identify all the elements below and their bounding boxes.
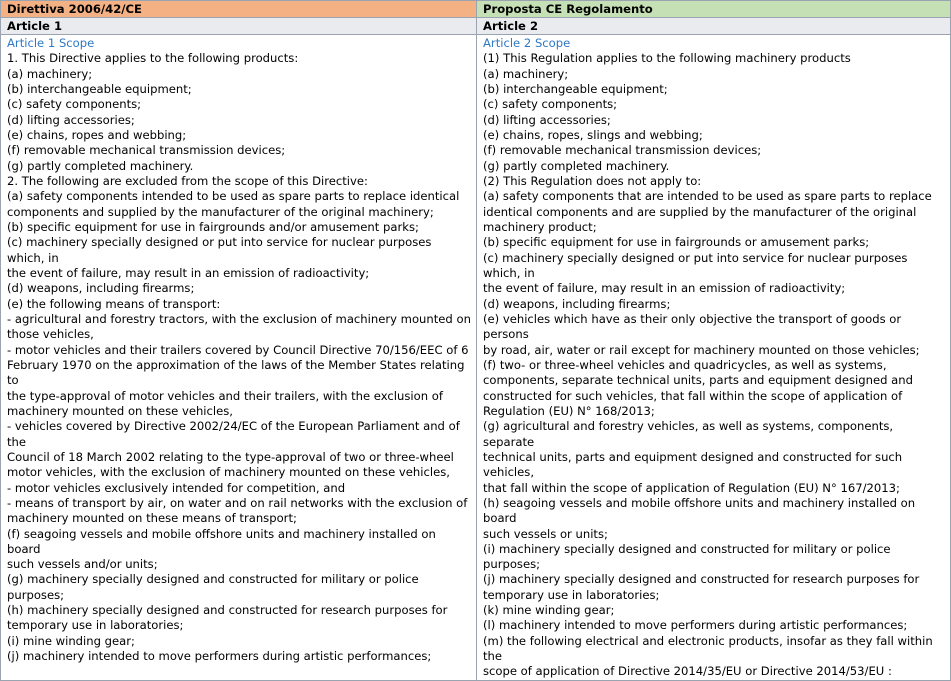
text-line: (g) machinery specially designed and constructed for military or police purposes; <box>7 572 419 602</box>
left-scope-heading: Article 1 Scope <box>7 36 95 50</box>
text-line: machinery mounted on these vehicles, <box>7 403 233 418</box>
text-line: (d) weapons, including firearms; <box>483 296 671 311</box>
left-article-title: Article 1 <box>1 18 477 35</box>
text-line: machinery product; <box>483 219 597 234</box>
text-line: - means of transport by air, on water and on rail networks with the exclusion of <box>7 495 468 510</box>
text-line: components, separate technical units, parts and equipment designed and <box>483 373 913 388</box>
text-line: (d) lifting accessories; <box>483 112 611 127</box>
text-line: (f) removable mechanical transmission devices; <box>483 143 762 158</box>
text-line: (e) vehicles which have as their only objective the transport of goods or persons <box>483 311 902 342</box>
text-line: (c) machinery specially designed or put into service for nuclear purposes which, in <box>7 235 432 265</box>
text-line: (h) seagoing vessels and mobile offshore units and machinery installed on board <box>483 495 916 526</box>
text-line: such vessels and/or units; <box>7 557 158 572</box>
text-line: those vehicles, <box>7 327 94 342</box>
text-line: (b) interchangeable equipment; <box>7 81 192 96</box>
text-line: (c) safety components; <box>7 97 142 112</box>
text-line: 2. The following are excluded from the scope of this Directive: <box>7 173 368 188</box>
text-line: scope of application of Directive 2014/35/EU or Directive 2014/53/EU : <box>483 664 892 679</box>
text-line: (h) machinery specially designed and constructed for research purposes for <box>7 603 448 618</box>
text-line: - agricultural and forestry tractors, with the exclusion of machinery mounted on <box>7 311 471 326</box>
text-line: the type-approval of motor vehicles and their trailers, with the exclusion of <box>7 388 443 403</box>
text-line: (d) lifting accessories; <box>7 112 135 127</box>
text-line: (m) the following electrical and electronic products, insofar as they fall within the <box>483 633 933 664</box>
text-line: (a) safety components that are intended to be used as spare parts to replace <box>483 189 932 204</box>
text-line: (e) chains, ropes, slings and webbing; <box>483 127 703 142</box>
right-column-header: Proposta CE Regolamento <box>477 1 951 18</box>
text-line: such vessels or units; <box>483 526 608 541</box>
text-line: temporary use in laboratories; <box>7 618 184 633</box>
text-line: motor vehicles, with the exclusion of machinery mounted on these vehicles, <box>7 465 450 480</box>
text-line: (k) mine winding gear; <box>483 603 615 618</box>
text-line: (d) weapons, including firearms; <box>7 281 195 296</box>
text-line: (f) two- or three-wheel vehicles and quadricycles, as well as systems, <box>483 357 887 372</box>
text-line: identical components and are supplied by the manufacturer of the original <box>483 204 917 219</box>
right-article-title: Article 2 <box>477 18 951 35</box>
text-line: (j) machinery intended to move performers during artistic performances; <box>7 649 432 664</box>
text-line: Council of 18 March 2002 relating to the type-approval of two or three-wheel <box>7 449 454 464</box>
text-line: (b) interchangeable equipment; <box>483 81 668 96</box>
text-line: (1) This Regulation applies to the following machinery products <box>483 51 851 66</box>
text-line: (j) machinery specially designed and constructed for research purposes for <box>483 572 920 587</box>
text-line: (g) partly completed machinery. <box>7 158 194 173</box>
text-line: (i) machinery specially designed and constructed for military or police purposes; <box>483 541 891 572</box>
right-lines <box>483 51 946 679</box>
text-line: (i) mine winding gear; <box>7 633 135 648</box>
text-line: temporary use in laboratories; <box>483 587 660 602</box>
text-line: (e) chains, ropes and webbing; <box>7 127 187 142</box>
text-line: (b) specific equipment for use in fairgrounds or amusement parks; <box>483 235 870 250</box>
text-line: (2) This Regulation does not apply to: <box>483 173 702 188</box>
text-line: (a) machinery; <box>483 66 569 81</box>
text-line: (g) partly completed machinery. <box>483 158 670 173</box>
text-line: (c) safety components; <box>483 97 618 112</box>
right-article-body <box>477 35 951 681</box>
text-line: that fall within the scope of application of Regulation (EU) N° 167/2013; <box>483 480 900 495</box>
left-column-header: Direttiva 2006/42/CE <box>1 1 477 18</box>
right-scope-heading: Article 2 Scope <box>483 36 571 50</box>
text-line: the event of failure, may result in an emission of radioactivity; <box>7 265 370 280</box>
text-line: technical units, parts and equipment designed and constructed for such vehicles, <box>483 449 903 480</box>
text-line: (l) machinery intended to move performers during artistic performances; <box>483 618 908 633</box>
text-line: machinery mounted on these means of transport; <box>7 511 297 526</box>
text-line: Regulation (EU) N° 168/2013; <box>483 403 655 418</box>
left-lines <box>7 51 472 664</box>
text-line: (a) safety components intended to be used as spare parts to replace identical <box>7 189 460 204</box>
text-line: - vehicles covered by Directive 2002/24/EC of the European Parliament and of the <box>7 419 460 449</box>
text-line: components and supplied by the manufacturer of the original machinery; <box>7 204 434 219</box>
text-line: February 1970 on the approximation of the laws of the Member States relating to <box>7 357 465 388</box>
text-line: (f) removable mechanical transmission devices; <box>7 143 286 158</box>
text-line: the event of failure, may result in an emission of radioactivity; <box>483 281 846 296</box>
text-line: (b) specific equipment for use in fairgrounds and/or amusement parks; <box>7 219 419 234</box>
text-line: (e) the following means of transport: <box>7 296 221 311</box>
text-line: (f) seagoing vessels and mobile offshore units and machinery installed on board <box>7 526 436 556</box>
left-article-body <box>1 35 477 681</box>
text-line: (c) machinery specially designed or put into service for nuclear purposes which, in <box>483 250 908 280</box>
text-line: 1. This Directive applies to the following products: <box>7 51 299 66</box>
text-line: (a) machinery; <box>7 66 93 81</box>
text-line: by road, air, water or rail except for machinery mounted on those vehicles; <box>483 342 920 357</box>
text-line: constructed for such vehicles, that fall within the scope of application of <box>483 388 903 403</box>
text-line: - motor vehicles exclusively intended for competition, and <box>7 480 346 495</box>
text-line: - motor vehicles and their trailers covered by Council Directive 70/156/EEC of 6 <box>7 342 469 357</box>
text-line: (g) agricultural and forestry vehicles, as well as systems, components, separate <box>483 419 894 449</box>
